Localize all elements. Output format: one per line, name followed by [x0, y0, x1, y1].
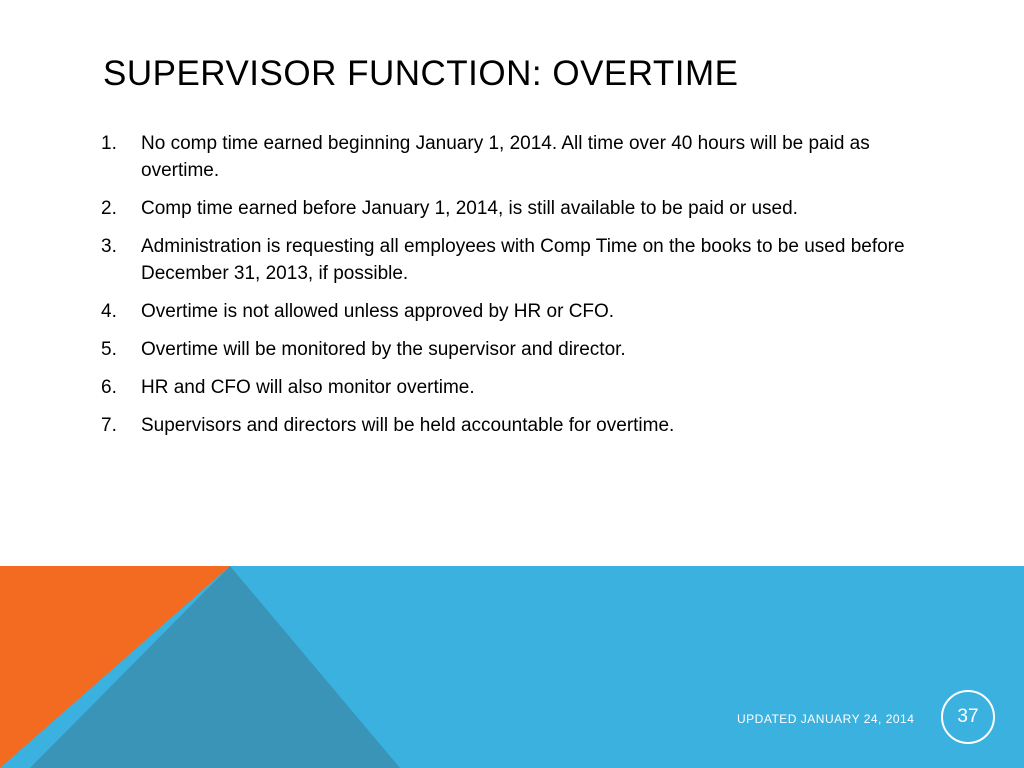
list-item — [101, 233, 921, 287]
list-item — [101, 298, 921, 325]
list-item — [101, 336, 921, 363]
list-item — [101, 412, 921, 439]
list-item-text: No comp time earned beginning January 1, 2014. All time over 40 hours will be paid as overtime. — [141, 133, 870, 181]
list-item-number: 3. — [101, 236, 117, 257]
footer-band-graphic — [0, 566, 1024, 768]
list-item-text: Supervisors and directors will be held accountable for overtime. — [141, 415, 675, 436]
list-item — [101, 130, 921, 184]
list-item-number: 5. — [101, 339, 117, 360]
list-item-text: Overtime will be monitored by the supervisor and director. — [141, 339, 626, 360]
content-list — [101, 130, 921, 450]
page-number-badge — [941, 690, 995, 744]
list-item-number: 4. — [101, 301, 117, 322]
list-item-number: 1. — [101, 133, 117, 154]
list-item-number: 2. — [101, 198, 117, 219]
page-number: 37 — [957, 706, 979, 727]
list-item-text: Overtime is not allowed unless approved by HR or CFO. — [141, 301, 615, 322]
list-item — [101, 374, 921, 401]
list-item-text: Administration is requesting all employees with Comp Time on the books to be used before December 31, 2013, if possible. — [141, 236, 905, 284]
list-item-text: HR and CFO will also monitor overtime. — [141, 377, 475, 398]
list-item-text: Comp time earned before January 1, 2014, is still available to be paid or used. — [141, 198, 798, 219]
list-item-number: 6. — [101, 377, 117, 398]
footer-updated-date: UPDATED JANUARY 24, 2014 — [737, 712, 915, 726]
footer-decorative-band — [0, 566, 1024, 768]
list-item — [101, 195, 921, 222]
slide-title: SUPERVISOR FUNCTION: OVERTIME — [103, 54, 739, 93]
list-item-number: 7. — [101, 415, 117, 436]
